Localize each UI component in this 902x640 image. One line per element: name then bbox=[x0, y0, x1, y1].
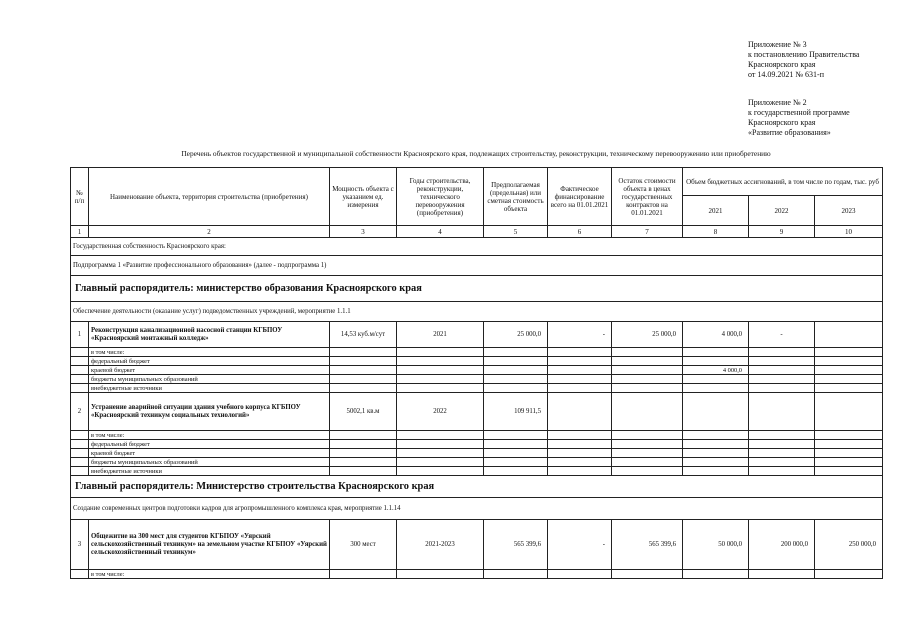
colnum-1: 1 bbox=[71, 226, 89, 238]
object-3-estimated: 565 399,6 bbox=[484, 520, 548, 570]
document-title: Перечень объектов государственной и муниципальной собственности Красноярского края, подлежащих строительству, реконструкции, техническому перевооружению или приобретению bbox=[181, 149, 771, 158]
appendix-3-line3: Красноярского края bbox=[748, 60, 816, 69]
manager-row-construction: Главный распорядитель: Министерство строительства Красноярского края bbox=[71, 476, 883, 498]
object-1-estimated: 25 000,0 bbox=[484, 322, 548, 348]
object-3-incl: в том числе: bbox=[89, 570, 330, 579]
colnum-3: 3 bbox=[330, 226, 397, 238]
object-2-2022 bbox=[749, 393, 815, 431]
colnum-6: 6 bbox=[548, 226, 612, 238]
object-1-municipal: бюджеты муниципальных образований bbox=[89, 375, 330, 384]
object-1-capacity: 14,53 куб.м/сут bbox=[330, 322, 397, 348]
colnum-5: 5 bbox=[484, 226, 548, 238]
object-2-num: 2 bbox=[71, 393, 89, 431]
activity-row-1-1-1: Обеспечение деятельности (оказание услуг) подведомственных учреждений, мероприятие 1.1.1 bbox=[71, 302, 883, 322]
object-2-municipal: бюджеты муниципальных образований bbox=[89, 458, 330, 467]
object-row-3 bbox=[71, 520, 883, 570]
object-1-actual: - bbox=[548, 322, 612, 348]
object-row-2 bbox=[71, 393, 883, 431]
object-1-2023 bbox=[815, 322, 883, 348]
object-2-estimated: 109 911,5 bbox=[484, 393, 548, 431]
colnum-10: 10 bbox=[815, 226, 883, 238]
appendix-3-line2: к постановлению Правительства bbox=[748, 50, 860, 59]
colnum-7: 7 bbox=[612, 226, 683, 238]
object-2-capacity: 5002,1 кв.м bbox=[330, 393, 397, 431]
colnum-4: 4 bbox=[397, 226, 484, 238]
header-year-2021: 2021 bbox=[683, 196, 749, 226]
appendix-3-header bbox=[748, 40, 859, 80]
object-1-incl: в том числе: bbox=[89, 348, 330, 357]
activity-row-1-1-14: Создание современных центров подготовки кадров для агропромышленного комплекса края, мероприятие 1.1.14 bbox=[71, 498, 883, 520]
appendix-3-line4: от 14.09.2021 № 631-п bbox=[748, 70, 824, 79]
objects-table bbox=[70, 167, 883, 579]
appendix-3-line1: Приложение № 3 bbox=[748, 40, 807, 49]
colnum-2: 2 bbox=[89, 226, 330, 238]
appendix-2-line4: «Развитие образования» bbox=[748, 128, 831, 137]
appendix-2-line2: к государственной программе bbox=[748, 108, 850, 117]
object-2-actual bbox=[548, 393, 612, 431]
header-year-2023: 2023 bbox=[815, 196, 883, 226]
object-2-incl: в том числе: bbox=[89, 431, 330, 440]
object-1-name: Реконструкция канализационной насосной станции КГБПОУ «Красноярский монтажный колледж» bbox=[89, 322, 330, 348]
header-year-2022: 2022 bbox=[749, 196, 815, 226]
appendix-2-line3: Красноярского края bbox=[748, 118, 816, 127]
object-2-extra: внебюджетные источники bbox=[89, 467, 330, 476]
object-3-2023: 250 000,0 bbox=[815, 520, 883, 570]
object-1-2021: 4 000,0 bbox=[683, 322, 749, 348]
object-2-regional: краевой бюджет bbox=[89, 449, 330, 458]
header-name: Наименование объекта, территория строительства (приобретения) bbox=[89, 168, 330, 226]
header-capacity: Мощность объекта с указанием ед. измерения bbox=[330, 168, 397, 226]
object-3-remaining: 565 399,6 bbox=[612, 520, 683, 570]
object-2-name: Устранение аварийной ситуации здания учебного корпуса КГБПОУ «Красноярский техникум социальных технологий» bbox=[89, 393, 330, 431]
header-num: № п/п bbox=[71, 168, 89, 226]
subprogram-row: Подпрограмма 1 «Развитие профессионального образования» (далее - подпрограмма 1) bbox=[71, 256, 883, 276]
object-1-regional-2021: 4 000,0 bbox=[683, 366, 749, 375]
object-3-name: Общежитие на 300 мест для студентов КГБПОУ «Уярский сельскохозяйственный техникум» на земельном участке КГБПОУ «Уярский сельскохозяйственный техникум» bbox=[89, 520, 330, 570]
object-1-extra: внебюджетные источники bbox=[89, 384, 330, 393]
colnum-8: 8 bbox=[683, 226, 749, 238]
object-3-capacity: 300 мест bbox=[330, 520, 397, 570]
object-3-years: 2021-2023 bbox=[397, 520, 484, 570]
object-3-2021: 50 000,0 bbox=[683, 520, 749, 570]
manager-row-education: Главный распорядитель: министерство образования Красноярского края bbox=[71, 276, 883, 302]
object-2-years: 2022 bbox=[397, 393, 484, 431]
object-1-2022: - bbox=[749, 322, 815, 348]
appendix-2-header bbox=[748, 98, 850, 138]
colnum-9: 9 bbox=[749, 226, 815, 238]
header-remaining: Остаток стоимости объекта в ценах государственных контрактов на 01.01.2021 bbox=[612, 168, 683, 226]
state-property-row: Государственная собственность Красноярского края: bbox=[71, 238, 883, 256]
object-3-actual: - bbox=[548, 520, 612, 570]
header-estimated: Предполагаемая (предельная) или сметная стоимость объекта bbox=[484, 168, 548, 226]
object-1-num: 1 bbox=[71, 322, 89, 348]
header-actual: Фактическое финансирование всего на 01.01.2021 bbox=[548, 168, 612, 226]
object-3-num: 3 bbox=[71, 520, 89, 570]
object-2-2021 bbox=[683, 393, 749, 431]
header-years: Годы строительства, реконструкции, технического перевооружения (приобретения) bbox=[397, 168, 484, 226]
object-1-remaining: 25 000,0 bbox=[612, 322, 683, 348]
object-1-federal: федеральный бюджет bbox=[89, 357, 330, 366]
object-2-2023 bbox=[815, 393, 883, 431]
object-1-years: 2021 bbox=[397, 322, 484, 348]
object-row-1 bbox=[71, 322, 883, 348]
object-2-remaining bbox=[612, 393, 683, 431]
object-3-2022: 200 000,0 bbox=[749, 520, 815, 570]
object-1-regional: краевой бюджет bbox=[89, 366, 330, 375]
object-2-federal: федеральный бюджет bbox=[89, 440, 330, 449]
header-budget: Объем бюджетных ассигнований, в том числе по годам, тыс. руб bbox=[683, 168, 883, 196]
appendix-2-line1: Приложение № 2 bbox=[748, 98, 807, 107]
